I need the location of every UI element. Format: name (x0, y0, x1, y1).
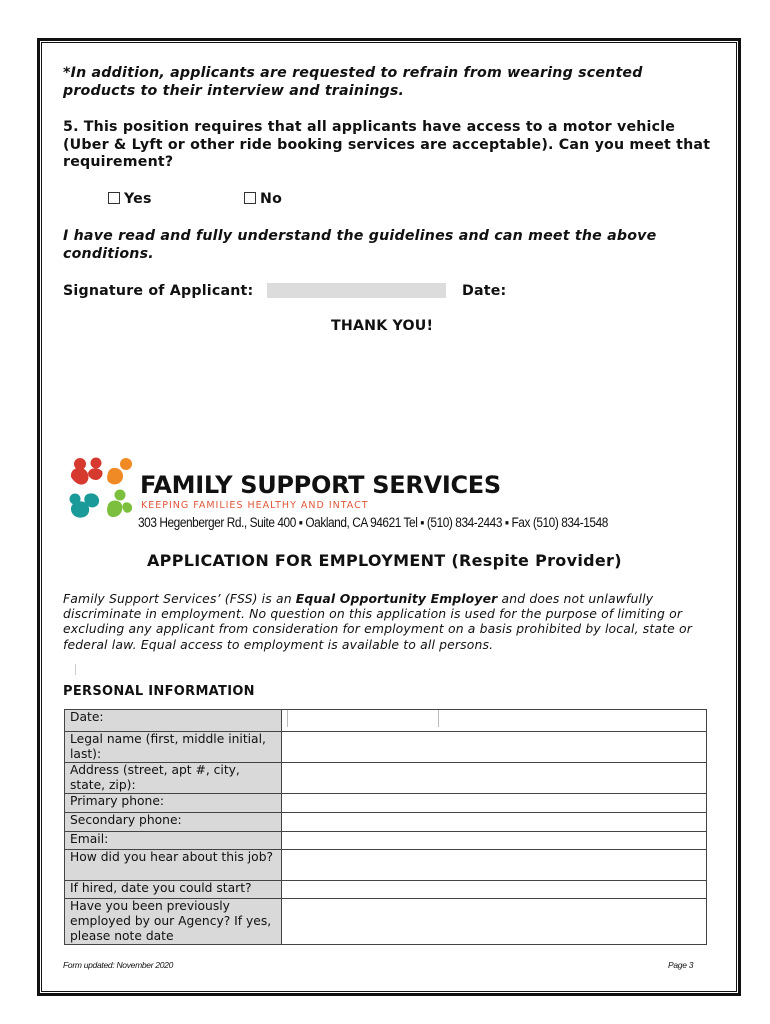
start-date-input[interactable] (282, 881, 707, 899)
yes-checkbox[interactable] (108, 192, 120, 204)
date-subfield[interactable] (438, 710, 449, 727)
table-row (65, 732, 707, 763)
thank-you: THANK YOU! (331, 318, 434, 334)
date-subfield[interactable] (287, 710, 438, 727)
question-5: 5. This position requires that all applicants have access to a motor vehicle (Uber & Lyft or other ride booking services are acceptable). Can you meet that requirement? (63, 119, 711, 170)
eeo-text-1: Family Support Services’ (FSS) is an (63, 591, 296, 606)
form-updated-footer: Form updated: November 2020 (63, 960, 174, 970)
no-label: No (260, 191, 283, 207)
personal-info-heading: PERSONAL INFORMATION (63, 684, 255, 699)
row-label: Email: (65, 832, 282, 850)
agency-address: 303 Hegenberger Rd., Suite 400 ▪ Oakland, CA 94621 Tel ▪ (510) 834-2443 ▪ Fax (510) 834-1548 (138, 515, 608, 530)
address-input[interactable] (282, 763, 707, 794)
table-row (65, 832, 707, 850)
table-row (65, 710, 707, 732)
yes-option[interactable] (108, 191, 152, 209)
date-label: Date: (462, 283, 507, 299)
secondary-phone-input[interactable] (282, 813, 707, 832)
eeo-text-2: and does not unlawfully discriminate in employment. No question on this application is used for the purpose of limiting or excluding any applicant from consideration for employment on a basis prohibited by local, state or federal law. Equal access to employment is available to all persons. (63, 591, 692, 652)
date-input[interactable] (282, 710, 707, 732)
row-label: How did you hear about this job? (65, 850, 282, 881)
email-input[interactable] (282, 832, 707, 850)
referral-source-input[interactable] (282, 850, 707, 881)
table-row (65, 850, 707, 881)
row-label: Address (street, apt #, city, state, zip): (65, 763, 282, 794)
row-label: Date: (65, 710, 282, 732)
row-label: Have you been previously employed by our Agency? If yes, please note date (65, 899, 282, 945)
table-row (65, 881, 707, 899)
logo-tagline: KEEPING FAMILIES HEALTHY AND INTACT (141, 500, 369, 511)
row-label: Secondary phone: (65, 813, 282, 832)
family-support-logo-icon (68, 455, 138, 521)
row-label: Legal name (first, middle initial, last): (65, 732, 282, 763)
page-number: Page 3 (668, 960, 694, 970)
signature-label: Signature of Applicant: (63, 283, 254, 299)
previous-employment-input[interactable] (282, 899, 707, 945)
no-checkbox[interactable] (244, 192, 256, 204)
form-title: APPLICATION FOR EMPLOYMENT (Respite Provider) (147, 551, 622, 570)
signature-field[interactable] (267, 283, 446, 298)
intro-note: *In addition, applicants are requested to refrain from wearing scented products to their interview and trainings. (63, 65, 643, 99)
table-row (65, 763, 707, 794)
eeo-bold: Equal Opportunity Employer (295, 591, 498, 606)
eeo-statement (63, 591, 711, 652)
row-label: If hired, date you could start? (65, 881, 282, 899)
yes-label: Yes (124, 191, 152, 207)
primary-phone-input[interactable] (282, 794, 707, 813)
legal-name-input[interactable] (282, 732, 707, 763)
row-label: Primary phone: (65, 794, 282, 813)
cursor-mark (75, 664, 76, 675)
acknowledgement-text: I have read and fully understand the guidelines and can meet the above conditions. (63, 228, 657, 262)
table-row (65, 813, 707, 832)
table-row (65, 899, 707, 945)
logo-title: FAMILY SUPPORT SERVICES (140, 471, 501, 499)
no-option[interactable] (244, 191, 282, 209)
table-row (65, 794, 707, 813)
personal-info-table (64, 709, 707, 945)
